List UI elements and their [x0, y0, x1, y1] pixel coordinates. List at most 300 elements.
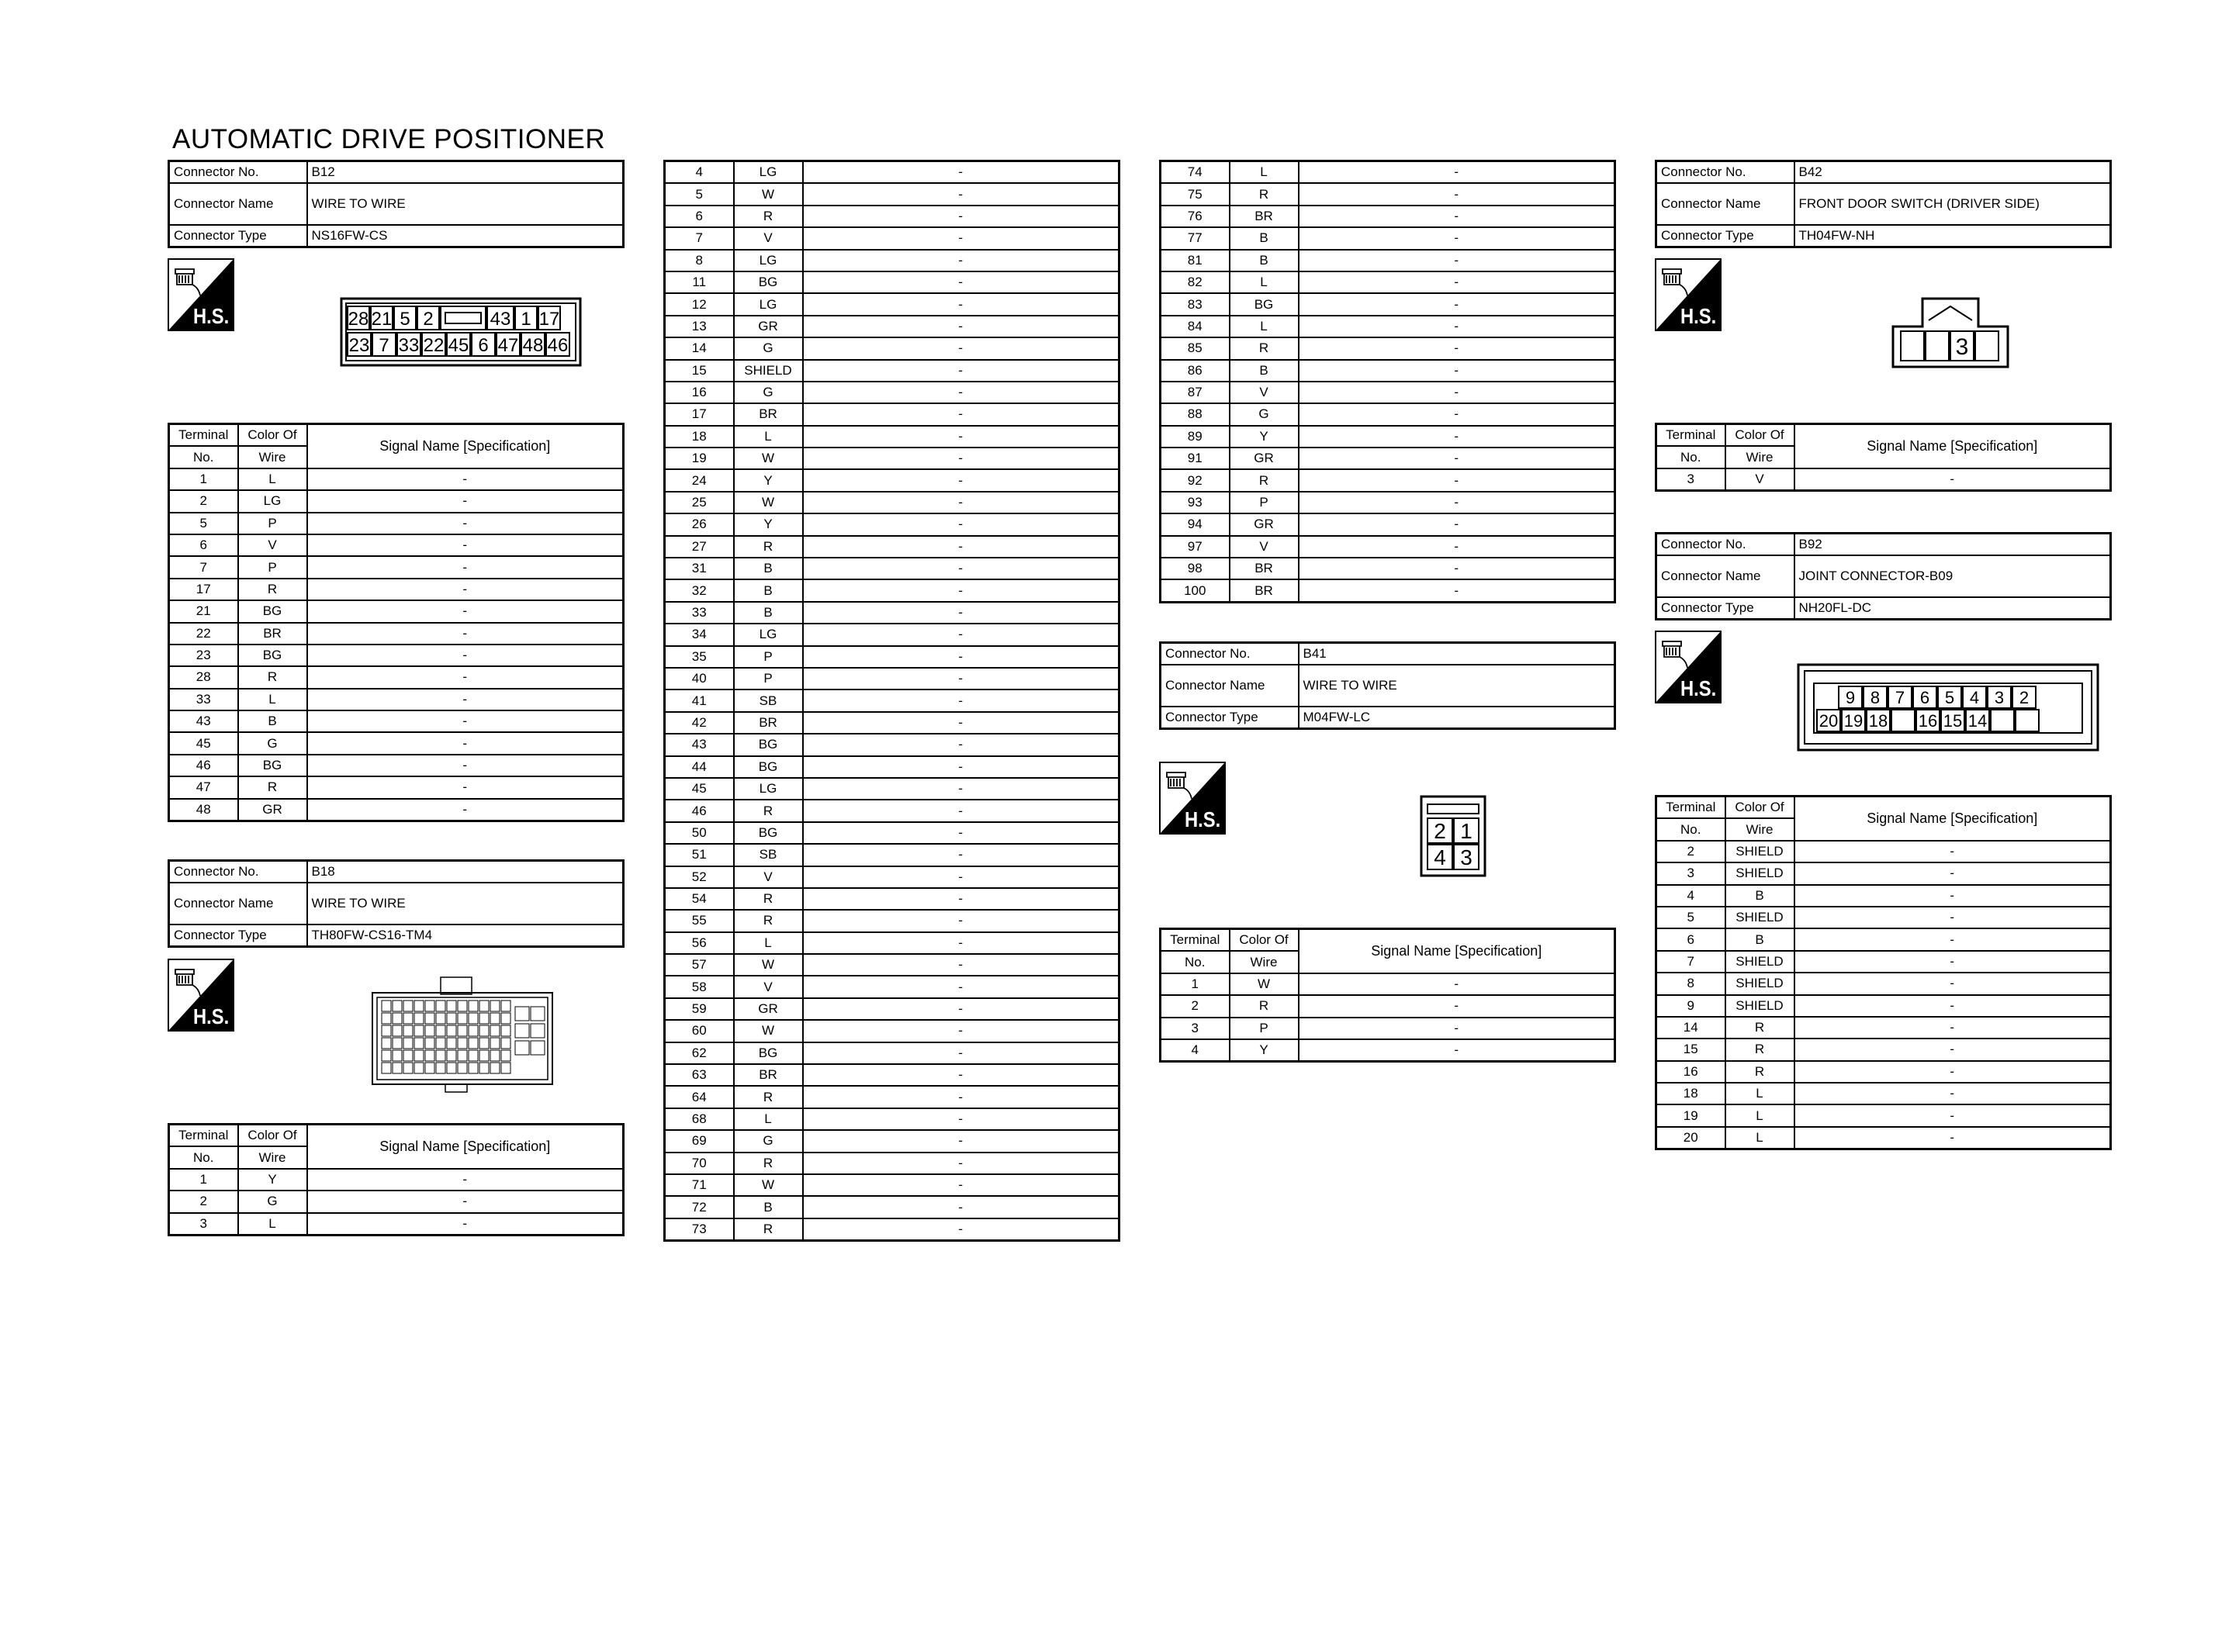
- b18-rows-c: [1161, 161, 1615, 603]
- pin-label: 7: [379, 335, 389, 356]
- terminal-header: Terminal: [169, 1125, 238, 1147]
- wire-header: Wire: [1725, 446, 1794, 468]
- signal-name-cell: -: [1299, 579, 1615, 602]
- terminal-no-cell: 3: [1161, 1018, 1230, 1039]
- terminal-no-cell: 86: [1161, 360, 1230, 382]
- terminal-no-cell: 94: [1161, 513, 1230, 535]
- wire-color-cell: BG: [238, 645, 307, 666]
- terminal-header: Terminal: [1656, 424, 1725, 447]
- table-row: [665, 250, 1120, 271]
- connector-type-label: Connector Type: [169, 225, 307, 247]
- wire-color-cell: SHIELD: [1725, 995, 1794, 1017]
- table-row: [665, 403, 1120, 425]
- b12-terminal-table: [168, 423, 625, 822]
- terminal-no-cell: 64: [665, 1086, 734, 1108]
- signal-name-cell: -: [1299, 183, 1615, 205]
- table-row: [665, 932, 1120, 954]
- table-row: [665, 426, 1120, 448]
- b18-connector-face: [371, 976, 554, 1094]
- terminal-no-cell: 77: [1161, 227, 1230, 249]
- header-row: [1656, 797, 2111, 819]
- signal-name-cell: -: [803, 888, 1120, 910]
- wire-color-cell: R: [1725, 1061, 1794, 1083]
- terminal-no-cell: 14: [1656, 1017, 1725, 1039]
- table-row: [665, 800, 1120, 821]
- signal-name-cell: -: [803, 536, 1120, 558]
- table-row: [665, 1174, 1120, 1196]
- signal-name-cell: -: [307, 710, 624, 732]
- terminal-no-cell: 7: [1656, 951, 1725, 973]
- signal-name-cell: -: [1794, 995, 2111, 1017]
- wire-color-cell: P: [238, 556, 307, 578]
- table-row: [665, 910, 1120, 931]
- terminal-no-cell: 24: [665, 469, 734, 491]
- terminal-no-cell: 48: [169, 799, 238, 821]
- wire-color-cell: W: [734, 492, 803, 513]
- pin-label: 8: [1870, 688, 1881, 707]
- terminal-no-cell: 15: [1656, 1039, 1725, 1060]
- color-of-header: Color Of: [238, 1125, 307, 1147]
- table-row: [665, 1130, 1120, 1152]
- terminal-no-cell: 4: [1656, 885, 1725, 907]
- connector-name-value: WIRE TO WIRE: [1299, 665, 1615, 707]
- signal-name-cell: -: [1299, 360, 1615, 382]
- wire-color-cell: L: [238, 1213, 307, 1236]
- signal-name-cell: -: [803, 161, 1120, 184]
- table-row: [665, 536, 1120, 558]
- terminal-no-cell: 18: [665, 426, 734, 448]
- terminal-no-cell: 54: [665, 888, 734, 910]
- table-row: [665, 976, 1120, 997]
- pin-label: 6: [478, 335, 489, 356]
- terminal-no-cell: 7: [665, 227, 734, 249]
- table-row: [665, 558, 1120, 579]
- wire-color-cell: B: [734, 1196, 803, 1218]
- signal-name-cell: -: [307, 732, 624, 754]
- wire-color-cell: LG: [238, 490, 307, 512]
- terminal-no-cell: 3: [1656, 468, 1725, 491]
- wire-color-cell: BG: [238, 600, 307, 622]
- signal-name-cell: -: [1299, 513, 1615, 535]
- table-row: [665, 888, 1120, 910]
- wire-color-cell: R: [734, 1153, 803, 1174]
- wire-color-cell: SB: [734, 844, 803, 866]
- terminal-no-cell: 19: [665, 448, 734, 469]
- pin-label: 21: [371, 309, 393, 330]
- signal-name-cell: -: [803, 183, 1120, 205]
- wire-color-cell: L: [1230, 161, 1299, 184]
- signal-name-cell: -: [803, 1196, 1120, 1218]
- wire-color-cell: GR: [734, 316, 803, 337]
- header-row: [169, 424, 624, 447]
- terminal-header: Terminal: [1161, 929, 1230, 952]
- signal-name-cell: -: [1794, 1039, 2111, 1060]
- connector-name-value: FRONT DOOR SWITCH (DRIVER SIDE): [1794, 183, 2111, 225]
- table-row: [665, 624, 1120, 645]
- signal-name-cell: -: [1299, 316, 1615, 337]
- signal-name-cell: -: [803, 822, 1120, 844]
- connector-no-label: Connector No.: [169, 161, 307, 184]
- terminal-no-cell: 25: [665, 492, 734, 513]
- table-row: [665, 227, 1120, 249]
- signal-name-cell: -: [803, 646, 1120, 668]
- table-row: [1161, 469, 1615, 491]
- terminal-no-cell: 51: [665, 844, 734, 866]
- terminal-no-cell: 58: [665, 976, 734, 997]
- color-of-header: Color Of: [1725, 424, 1794, 447]
- signal-name-cell: -: [1299, 337, 1615, 359]
- wire-color-cell: L: [1230, 316, 1299, 337]
- terminal-no-cell: 8: [665, 250, 734, 271]
- signal-name-cell: -: [803, 1130, 1120, 1152]
- wire-color-cell: R: [1725, 1039, 1794, 1060]
- wire-color-cell: Y: [238, 1169, 307, 1191]
- wire-color-cell: GR: [238, 799, 307, 821]
- terminal-no-cell: 56: [665, 932, 734, 954]
- terminal-no-cell: 98: [1161, 558, 1230, 579]
- wire-color-cell: SHIELD: [1725, 973, 1794, 994]
- terminal-no-cell: 74: [1161, 161, 1230, 184]
- signal-name-cell: -: [1299, 403, 1615, 425]
- wire-color-cell: SHIELD: [734, 360, 803, 382]
- terminal-no-cell: 60: [665, 1020, 734, 1042]
- signal-name-cell: -: [803, 734, 1120, 755]
- pin-label: 9: [1845, 688, 1856, 707]
- signal-name-cell: -: [803, 998, 1120, 1020]
- table-row: [169, 1191, 624, 1212]
- b18-rows-b: [665, 161, 1120, 1241]
- wire-color-cell: P: [734, 646, 803, 668]
- pin-label: 3: [1994, 688, 2005, 707]
- signal-name-cell: -: [307, 689, 624, 710]
- wire-color-cell: Y: [1230, 1039, 1299, 1062]
- table-row: [169, 645, 624, 666]
- wire-color-cell: B: [734, 602, 803, 624]
- wire-header: Wire: [1230, 951, 1299, 973]
- b12-info-table: [168, 160, 625, 248]
- terminal-no-cell: 87: [1161, 382, 1230, 403]
- wire-color-cell: V: [734, 976, 803, 997]
- b18-terminal-table-c: [1159, 160, 1616, 603]
- wire-color-cell: LG: [734, 250, 803, 271]
- wire-color-cell: V: [734, 227, 803, 249]
- wire-color-cell: L: [1725, 1104, 1794, 1126]
- terminal-no-cell: 17: [665, 403, 734, 425]
- wire-color-cell: B: [238, 710, 307, 732]
- terminal-no-cell: 62: [665, 1042, 734, 1064]
- terminal-no-cell: 6: [1656, 928, 1725, 950]
- table-row: [1656, 1061, 2111, 1083]
- signal-name-cell: -: [307, 534, 624, 556]
- table-row: [1656, 468, 2111, 491]
- table-row: [1161, 492, 1615, 513]
- b92-info-table: [1655, 532, 2112, 620]
- table-row: [665, 513, 1120, 535]
- pin-label: 43: [490, 309, 511, 330]
- table-row: [169, 710, 624, 732]
- b92-rows: [1656, 797, 2111, 1149]
- pin-label: 2: [423, 309, 434, 330]
- signal-name-cell: -: [1794, 885, 2111, 907]
- wire-color-cell: BG: [734, 271, 803, 293]
- terminal-no-cell: 33: [665, 602, 734, 624]
- terminal-no-cell: 34: [665, 624, 734, 645]
- wire-color-cell: L: [1230, 271, 1299, 293]
- table-row: [1656, 1083, 2111, 1104]
- connector-name-label: Connector Name: [1656, 183, 1794, 225]
- wire-color-cell: LG: [734, 293, 803, 315]
- terminal-no-cell: 13: [665, 316, 734, 337]
- signal-name-cell: -: [803, 800, 1120, 821]
- table-row: [169, 623, 624, 645]
- wire-color-cell: B: [1230, 227, 1299, 249]
- wire-color-cell: Y: [1230, 426, 1299, 448]
- signal-name-cell: -: [1794, 1017, 2111, 1039]
- signal-name-cell: -: [803, 293, 1120, 315]
- terminal-no-cell: 7: [169, 556, 238, 578]
- pin-label: 3: [1460, 845, 1472, 869]
- terminal-no-cell: 27: [665, 536, 734, 558]
- pin-label: 15: [1943, 711, 1963, 731]
- connector-no-value: B12: [307, 161, 624, 184]
- signal-name-cell: -: [803, 360, 1120, 382]
- wire-color-cell: G: [734, 1130, 803, 1152]
- color-of-header: Color Of: [1725, 797, 1794, 819]
- signal-name-cell: -: [1794, 468, 2111, 491]
- signal-name-header: Signal Name [Specification]: [307, 1125, 624, 1169]
- terminal-no-cell: 16: [1656, 1061, 1725, 1083]
- pin-label: 17: [538, 309, 560, 330]
- terminal-no-header: No.: [1161, 951, 1230, 973]
- signal-name-cell: -: [1299, 1018, 1615, 1039]
- signal-name-cell: -: [803, 1108, 1120, 1130]
- table-row: [1656, 928, 2111, 950]
- signal-name-cell: -: [803, 624, 1120, 645]
- table-row: [169, 579, 624, 600]
- signal-name-cell: -: [803, 337, 1120, 359]
- table-row: [169, 534, 624, 556]
- table-row: [169, 689, 624, 710]
- b18-terminal-table-b: [663, 160, 1120, 1242]
- signal-name-header: Signal Name [Specification]: [1299, 929, 1615, 973]
- wire-color-cell: BR: [1230, 558, 1299, 579]
- connector-name-value: WIRE TO WIRE: [307, 183, 624, 225]
- terminal-no-cell: 92: [1161, 469, 1230, 491]
- connector-name-label: Connector Name: [169, 183, 307, 225]
- wire-color-cell: BR: [1230, 206, 1299, 227]
- wire-color-cell: BG: [734, 822, 803, 844]
- wire-color-cell: BG: [734, 1042, 803, 1064]
- terminal-no-cell: 1: [1161, 973, 1230, 995]
- signal-name-cell: -: [1299, 448, 1615, 469]
- table-row: [1161, 360, 1615, 382]
- terminal-no-cell: 45: [665, 778, 734, 800]
- terminal-header: Terminal: [1656, 797, 1725, 819]
- signal-name-cell: -: [803, 513, 1120, 535]
- pin-label: 45: [448, 335, 469, 356]
- table-row: [665, 756, 1120, 778]
- header-row: [169, 1125, 624, 1147]
- b18-rows-a: [169, 1125, 624, 1236]
- wire-color-cell: R: [734, 1218, 803, 1241]
- signal-name-cell: -: [1299, 492, 1615, 513]
- hs-harness-side-icon: [1655, 631, 1722, 703]
- table-row: [1161, 403, 1615, 425]
- wire-color-cell: SHIELD: [1725, 862, 1794, 884]
- table-row: [1656, 907, 2111, 928]
- terminal-no-cell: 59: [665, 998, 734, 1020]
- signal-name-cell: -: [803, 492, 1120, 513]
- table-row: [1656, 841, 2111, 862]
- signal-name-cell: -: [307, 645, 624, 666]
- terminal-no-cell: 3: [169, 1213, 238, 1236]
- signal-name-cell: -: [307, 799, 624, 821]
- b42-terminal-table: [1655, 423, 2112, 492]
- table-row: [169, 776, 624, 798]
- table-row: [665, 1086, 1120, 1108]
- terminal-no-cell: 85: [1161, 337, 1230, 359]
- terminal-no-cell: 73: [665, 1218, 734, 1241]
- header-row: [1161, 929, 1615, 952]
- terminal-no-cell: 43: [665, 734, 734, 755]
- wire-color-cell: SB: [734, 689, 803, 711]
- wire-color-cell: L: [1725, 1127, 1794, 1149]
- signal-name-cell: -: [803, 932, 1120, 954]
- wire-color-cell: R: [1230, 337, 1299, 359]
- connector-no-label: Connector No.: [1656, 534, 1794, 556]
- signal-name-cell: -: [1794, 862, 2111, 884]
- terminal-no-cell: 50: [665, 822, 734, 844]
- hs-label: H.S.: [1680, 676, 1717, 701]
- signal-name-cell: -: [803, 448, 1120, 469]
- terminal-no-cell: 45: [169, 732, 238, 754]
- table-row: [1161, 183, 1615, 205]
- table-row: [665, 293, 1120, 315]
- table-row: [1161, 995, 1615, 1017]
- signal-name-cell: -: [1299, 426, 1615, 448]
- pin-label: 33: [398, 335, 420, 356]
- pin-label: 5: [1944, 688, 1955, 707]
- table-row: [665, 492, 1120, 513]
- signal-name-cell: -: [803, 602, 1120, 624]
- table-row: [169, 1169, 624, 1191]
- signal-name-cell: -: [307, 623, 624, 645]
- hs-harness-side-icon: [168, 258, 234, 331]
- signal-name-cell: -: [803, 954, 1120, 976]
- terminal-no-cell: 42: [665, 712, 734, 734]
- wire-color-cell: GR: [734, 998, 803, 1020]
- signal-name-cell: -: [1794, 951, 2111, 973]
- terminal-no-cell: 5: [1656, 907, 1725, 928]
- wire-color-cell: V: [1230, 382, 1299, 403]
- terminal-no-cell: 2: [1161, 995, 1230, 1017]
- hs-harness-side-icon: [1655, 258, 1722, 331]
- hs-label: H.S.: [1680, 303, 1717, 329]
- wire-color-cell: W: [734, 1020, 803, 1042]
- wire-color-cell: B: [1230, 250, 1299, 271]
- signal-name-cell: -: [803, 1064, 1120, 1086]
- signal-name-cell: -: [1794, 928, 2111, 950]
- wire-color-cell: P: [1230, 492, 1299, 513]
- table-row: [1656, 973, 2111, 994]
- terminal-no-cell: 17: [169, 579, 238, 600]
- signal-name-cell: -: [803, 271, 1120, 293]
- signal-name-cell: -: [803, 689, 1120, 711]
- table-row: [665, 469, 1120, 491]
- b92-connector-face: [1797, 663, 2099, 752]
- signal-name-cell: -: [803, 1153, 1120, 1174]
- terminal-no-header: No.: [169, 446, 238, 468]
- terminal-no-cell: 6: [169, 534, 238, 556]
- wire-color-cell: Y: [734, 513, 803, 535]
- terminal-no-cell: 16: [665, 382, 734, 403]
- pin-label: 22: [423, 335, 445, 356]
- terminal-no-header: No.: [1656, 446, 1725, 468]
- signal-name-cell: -: [1299, 995, 1615, 1017]
- signal-name-cell: -: [307, 600, 624, 622]
- connector-no-label: Connector No.: [1161, 643, 1299, 665]
- terminal-no-cell: 63: [665, 1064, 734, 1086]
- pin-label: 46: [547, 335, 569, 356]
- table-row: [1161, 513, 1615, 535]
- connector-type-value: TH80FW-CS16-TM4: [307, 924, 624, 947]
- connector-no-value: B41: [1299, 643, 1615, 665]
- table-row: [169, 1213, 624, 1236]
- hs-label: H.S.: [192, 303, 230, 329]
- terminal-no-cell: 20: [1656, 1127, 1725, 1149]
- b92-terminal-table: [1655, 795, 2112, 1150]
- wire-color-cell: R: [734, 536, 803, 558]
- pin-label: 48: [522, 335, 544, 356]
- signal-name-cell: -: [1299, 558, 1615, 579]
- wire-color-cell: BR: [1230, 579, 1299, 602]
- signal-name-cell: -: [803, 844, 1120, 866]
- table-row: [665, 646, 1120, 668]
- b18-terminal-table-a: [168, 1123, 625, 1236]
- signal-name-cell: -: [803, 778, 1120, 800]
- pin-label: 2: [2019, 688, 2030, 707]
- terminal-no-cell: 70: [665, 1153, 734, 1174]
- pin-label: 1: [1460, 819, 1472, 843]
- pin-label: 23: [348, 335, 370, 356]
- signal-name-header: Signal Name [Specification]: [1794, 424, 2111, 468]
- signal-name-cell: -: [1794, 1104, 2111, 1126]
- signal-name-cell: -: [1299, 536, 1615, 558]
- wire-color-cell: P: [238, 513, 307, 534]
- table-row: [665, 668, 1120, 689]
- b42-info-table: [1655, 160, 2112, 248]
- terminal-no-cell: 69: [665, 1130, 734, 1152]
- terminal-no-cell: 18: [1656, 1083, 1725, 1104]
- wire-color-cell: GR: [1230, 448, 1299, 469]
- wire-color-cell: W: [1230, 973, 1299, 995]
- table-row: [665, 183, 1120, 205]
- color-of-header: Color Of: [1230, 929, 1299, 952]
- wire-color-cell: L: [734, 1108, 803, 1130]
- table-row: [665, 360, 1120, 382]
- table-row: [169, 666, 624, 688]
- wire-color-cell: L: [1725, 1083, 1794, 1104]
- terminal-no-cell: 57: [665, 954, 734, 976]
- table-row: [665, 1196, 1120, 1218]
- signal-name-cell: -: [803, 1042, 1120, 1064]
- table-row: [1161, 206, 1615, 227]
- terminal-no-header: No.: [169, 1146, 238, 1168]
- table-row: [665, 448, 1120, 469]
- wire-color-cell: R: [734, 910, 803, 931]
- b41-info-table: [1159, 641, 1616, 730]
- terminal-no-cell: 46: [169, 755, 238, 776]
